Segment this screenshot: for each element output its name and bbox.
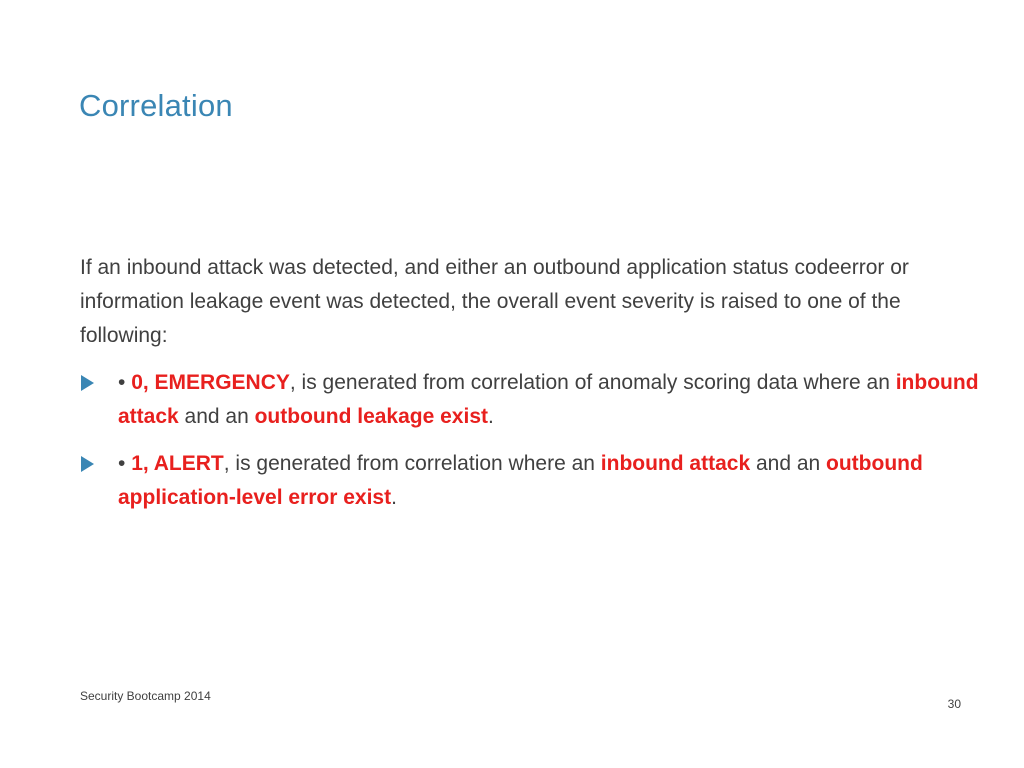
highlight-inbound-attack: inbound attack	[118, 371, 979, 428]
bullet-prefix: •	[118, 371, 132, 394]
bullet-text: and an	[750, 452, 827, 475]
bullet-text: .	[488, 405, 494, 428]
bullet-prefix: •	[118, 452, 132, 475]
bullet-item-emergency	[80, 366, 980, 434]
triangle-right-icon	[81, 375, 94, 391]
footer-text: Security Bootcamp 2014	[80, 689, 211, 703]
bullet-text: .	[391, 486, 397, 509]
page-number: 30	[947, 697, 961, 711]
severity-level: 1, ALERT	[131, 452, 224, 475]
severity-level: 0, EMERGENCY	[131, 371, 290, 394]
slide-title: Correlation	[79, 88, 233, 123]
highlight-outbound-leakage: outbound leakage exist	[254, 405, 488, 428]
highlight-outbound-error: outbound application-level error exist	[118, 452, 923, 509]
bullet-item-alert	[80, 447, 980, 515]
triangle-right-icon	[81, 456, 94, 472]
bullet-list	[80, 366, 980, 528]
bullet-text: , is generated from correlation of anomaly scoring data where an	[289, 371, 896, 394]
bullet-text: , is generated from correlation where an	[223, 452, 601, 475]
highlight-inbound-attack: inbound attack	[600, 452, 751, 475]
bullet-text: and an	[178, 405, 255, 428]
intro-paragraph: If an inbound attack was detected, and either an outbound application status codeerror or information leakage event was detected, the overall event severity is raised to one of the following:	[80, 256, 909, 347]
